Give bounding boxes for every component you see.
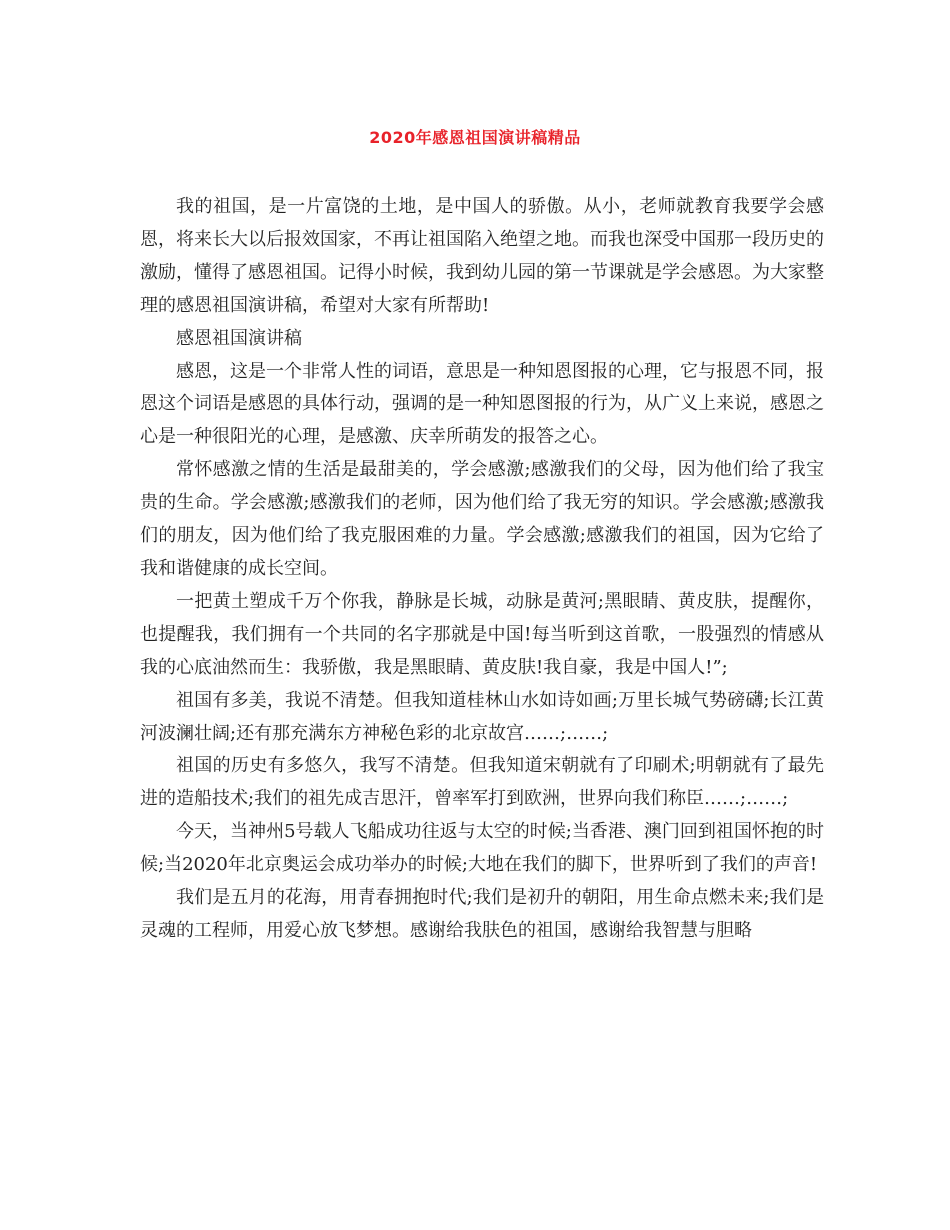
document-body <box>140 191 824 948</box>
paragraph-gratitude-definition: 感恩，这是一个非常人性的词语，意思是一种知恩图报的心理，它与报恩不同，报恩这个词语是感恩的具体行动，强调的是一种知恩图报的行为，从广义上来说，感恩之心是一种很阳光的心理，是感激、庆幸所萌发的报答之心。 <box>140 360 824 448</box>
paragraph-intro: 我的祖国，是一片富饶的土地，是中国人的骄傲。从小，老师就教育我要学会感恩，将来长大以后报效国家，不再让祖国陷入绝望之地。而我也深受中国那一段历史的激励，懂得了感恩祖国。记得小时候，我到幼儿园的第一节课就是学会感恩。为大家整理的感恩祖国演讲稿，希望对大家有所帮助! <box>140 196 824 316</box>
paragraph-subtitle: 感恩祖国演讲稿 <box>176 327 302 349</box>
paragraph-youth: 我们是五月的花海，用青春拥抱时代;我们是初升的朝阳，用生命点燃未来;我们是灵魂的工程师，用爱心放飞梦想。感谢给我肤色的祖国，感谢给我智慧与胆略 <box>140 887 824 941</box>
paragraph-beauty-of-motherland: 祖国有多美，我说不清楚。但我知道桂林山水如诗如画;万里长城气势磅礴;长江黄河波澜壮阔;还有那充满东方神秘色彩的北京故宫……;……; <box>140 689 824 744</box>
paragraph-history: 祖国的历史有多悠久，我写不清楚。但我知道宋朝就有了印刷术;明朝就有了最先进的造船技术;我们的祖先成吉思汗，曾率军打到欧洲，世界向我们称臣……;……; <box>140 755 824 810</box>
paragraph-learn-gratitude: 常怀感激之情的生活是最甜美的，学会感激;感激我们的父母，因为他们给了我宝贵的生命。学会感激;感激我们的老师，因为他们给了我无穷的知识。学会感激;感激我们的朋友，因为他们给了我克服困难的力量。学会感激;感激我们的祖国，因为它给了我和谐健康的成长空间。 <box>140 459 824 579</box>
paragraph-yellow-earth: 一把黄土塑成千万个你我，静脉是长城，动脉是黄河;黑眼睛、黄皮肤，提醒你，也提醒我，我们拥有一个共同的名字那就是中国!每当听到这首歌，一股强烈的情感从我的心底油然而生：我骄傲，我是黑眼睛、黄皮肤!我自豪，我是中国人!”; <box>140 590 824 678</box>
document-title: 2020年感恩祖国演讲稿精品 <box>369 128 581 147</box>
paragraph-today: 今天，当神州5号载人飞船成功往返与太空的时候;当香港、澳门回到祖国怀抱的时候;当2020年北京奥运会成功举办的时候;大地在我们的脚下，世界听到了我们的声音! <box>140 821 824 876</box>
